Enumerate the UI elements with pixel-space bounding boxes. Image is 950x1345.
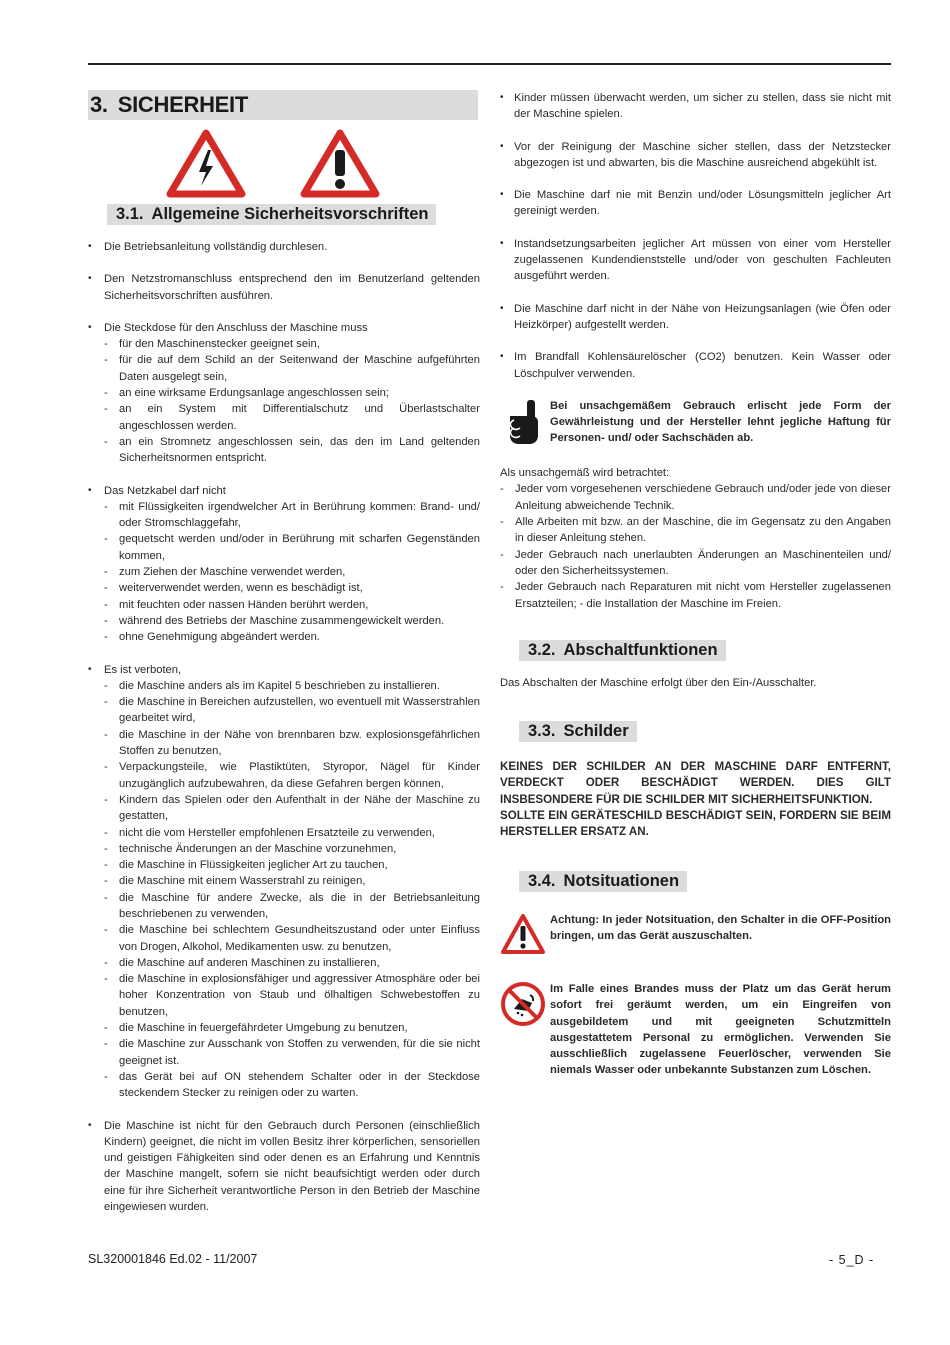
- dash-item: - die Maschine in feuergefährdeter Umgebung zu benutzen,: [104, 1020, 480, 1036]
- dash-list: [104, 336, 480, 466]
- subsection-heading-3-1: [107, 204, 436, 225]
- dash-item: - mit Flüssigkeiten irgendwelcher Art in Berührung kommen: Brand- und/ oder Stromschlaggefahr,: [104, 499, 480, 532]
- dash-item: - während des Betriebs der Maschine zusammengewickelt werden.: [104, 613, 480, 629]
- bullet-text: Im Brandfall Kohlensäurelöscher (CO2) benutzen. Kein Wasser oder Löschpulver verwenden.: [514, 351, 891, 380]
- dash-item: - zum Ziehen der Maschine verwendet werden,: [104, 564, 480, 580]
- dash-item: - die Maschine bei schlechtem Gesundheitszustand oder unter Einfluss von Drogen, Alkohol, Medikamenten usw. zu benutzen,: [104, 922, 480, 955]
- section-title: SICHERHEIT: [117, 92, 248, 117]
- list-item: [500, 349, 891, 382]
- fire-note: [500, 981, 891, 1079]
- bullet-text: Instandsetzungsarbeiten jeglicher Art müssen von einer vom Hersteller zugelassenen Kundendienststelle und/oder von geschulten Fachleuten ausgeführt werden.: [514, 237, 891, 283]
- bullet-text: Kinder müssen überwacht werden, um sicher zu stellen, dass sie nicht mit der Maschine spielen.: [514, 92, 891, 121]
- misuse-intro: Als unsachgemäß wird betrachtet:: [500, 467, 670, 480]
- subsection-number: 3.4.: [528, 871, 556, 890]
- bullet-intro: • Die Steckdose für den Anschluss der Maschine muss: [104, 321, 368, 334]
- dash-item: - das Gerät bei auf ON stehendem Schalter oder in der Steckdose steckendem Stecker zu reinigen oder zu warten.: [104, 1069, 480, 1102]
- dash-item: - für den Maschinenstecker geeignet sein,: [104, 336, 480, 352]
- bullet-text: Den Netzstromanschluss entsprechend den im Benutzerland geltenden Sicherheitsvorschriften ausführen.: [104, 273, 480, 302]
- subsection-heading-3-4: [519, 871, 687, 892]
- dash-item: - die Maschine für andere Zwecke, als die in der Betriebsanleitung beschriebenen zu verwenden,: [104, 890, 480, 923]
- dash-item: - die Maschine in Flüssigkeiten jeglicher Art zu tauchen,: [104, 857, 480, 873]
- subsection-heading-3-2: [519, 640, 726, 661]
- subsection-title: Abschaltfunktionen: [563, 640, 718, 659]
- dash-list: [104, 499, 480, 646]
- bullet-text: Die Maschine darf nie mit Benzin und/oder Lösungsmitteln jeglicher Art gereinigt werden.: [514, 189, 891, 218]
- dash-item: - an ein System mit Differentialschutz und Überlastschalter angeschlossen werden.: [104, 401, 480, 434]
- bullet-text: Die Betriebsanleitung vollständig durchlesen.: [104, 241, 328, 253]
- dash-item: - mit feuchten oder nassen Händen berührt werden,: [104, 597, 480, 613]
- list-item: [500, 187, 891, 220]
- dash-item: - ohne Genehmigung abgeändert werden.: [104, 629, 480, 645]
- bullet-text: Die Maschine ist nicht für den Gebrauch durch Personen (einschließlich Kindern) geeignet, die nicht im vollen Besitz ihrer körperlichen, sensoriellen und geistigen Fähigkeiten sind oder denen es an Erfahrung und Kenntnis der Maschine mangelt, sofern sie nicht beaufsichtigt werden oder durch eine für ihre Sicherheit verantwortliche Person in den Betrieb der Maschine eingewiesen wurden.: [104, 1119, 480, 1214]
- dash-list: [104, 678, 480, 1102]
- list-item: [500, 236, 891, 285]
- dash-item: - die Maschine anders als im Kapitel 5 beschrieben zu installieren.: [104, 678, 480, 694]
- list-item: [500, 139, 891, 172]
- subsection-heading-3-3: [519, 721, 637, 742]
- dash-item: - die Maschine in der Nähe von brennbaren bzw. explosionsgefährlichen Stoffen zu benutzen,: [104, 727, 480, 760]
- dash-item: - die Maschine in Bereichen aufzustellen, wo eventuell mit Wasserstrahlen gearbeitet wird,: [104, 694, 480, 727]
- bullet-text: Vor der Reinigung der Maschine sicher stellen, dass der Netzstecker abgezogen ist und abwarten, bis die Maschine ausreichend abgekühlt ist.: [514, 140, 891, 169]
- dash-item: - weiterverwendet werden, wenn es beschädigt ist,: [104, 580, 480, 596]
- right-column: [500, 90, 891, 1079]
- dash-item: - an eine wirksame Erdungsanlage angeschlossen sein;: [104, 385, 480, 401]
- dash-item: - Jeder Gebrauch nach Reparaturen mit nicht vom Hersteller zugelassenen Ersatzteilen; - die Installation der Maschine im Freien.: [500, 579, 891, 612]
- general-warning-icon: [300, 128, 380, 198]
- misuse-block: [500, 465, 891, 612]
- left-column: [88, 90, 480, 1215]
- subsection-number: 3.3.: [528, 722, 556, 741]
- dash-item: - die Maschine in explosionsfähiger und aggressiver Atmosphäre oder bei hoher Konzentration von Staub und ölhaltigen Schwebestoffen zu benutzen,: [104, 971, 480, 1020]
- list-item: [88, 320, 480, 467]
- list-item: [88, 239, 480, 255]
- dash-item: - Verpackungsteile, wie Plastiktüten, Styropor, Nägel für Kinder unzugänglich aufzubewahren, da diese Gefahren bergen können,: [104, 759, 480, 792]
- dash-item: - an ein Stromnetz angeschlossen sein, das den im Land geltenden Sicherheitsnormen entspricht.: [104, 434, 480, 467]
- dash-item: - für die auf dem Schild an der Seitenwand der Maschine aufgeführten Daten ausgelegt sein,: [104, 352, 480, 385]
- emergency-note-text: Achtung: In jeder Notsituation, den Schalter in die OFF-Position bringen, um das Gerät auszuschalten.: [550, 913, 891, 942]
- subsection-number: 3.1.: [116, 205, 144, 223]
- warning-icons: [88, 120, 480, 204]
- dash-item: - gequetscht werden und/oder in Berührung mit scharfen Gegenständen kommen,: [104, 531, 480, 564]
- bullet-intro: • Es ist verboten,: [104, 663, 182, 676]
- page-number: - 5_D -: [829, 1253, 875, 1267]
- list-item: [88, 483, 480, 646]
- section-heading: [88, 90, 478, 120]
- dash-item: - Alle Arbeiten mit bzw. an der Maschine, die im Gegensatz zu den Angaben in dieser Anleitung stehen.: [500, 514, 891, 547]
- dash-item: - die Maschine auf anderen Maschinen zu installieren,: [104, 955, 480, 971]
- pointing-hand-icon: [500, 398, 550, 451]
- list-item: [88, 1118, 480, 1216]
- bullet-text: Die Maschine darf nicht in der Nähe von Heizungsanlagen (wie Öfen oder Heizkörper) aufgestellt werden.: [514, 302, 891, 331]
- section-number: 3.: [90, 92, 108, 117]
- list-item: [88, 271, 480, 304]
- signs-replacement-text: SOLLTE EIN GERÄTESCHILD BESCHÄDIGT SEIN, FORDERN SIE BEIM HERSTELLER ERSATZ AN.: [500, 809, 891, 839]
- document-number: SL320001846 Ed.02 - 11/2007: [88, 1252, 258, 1266]
- dash-item: - die Maschine zur Ausschank von Stoffen zu verwenden, für die sie nicht geeignet ist.: [104, 1036, 480, 1069]
- list-item: [500, 301, 891, 334]
- dash-item: - die Maschine mit einem Wasserstrahl zu reinigen,: [104, 873, 480, 889]
- header-rule: [88, 63, 891, 65]
- subsection-title: Schilder: [563, 722, 629, 741]
- dash-list: [500, 481, 891, 611]
- subsection-title: Allgemeine Sicherheitsvorschriften: [151, 205, 429, 223]
- dash-item: - Jeder Gebrauch nach unerlaubten Änderungen an Maschinenteilen und/ oder den Sicherheitssystemen.: [500, 547, 891, 580]
- list-item: [88, 662, 480, 1102]
- signs-warning-text: KEINES DER SCHILDER AN DER MASCHINE DARF ENTFERNT, VERDECKT ODER BESCHÄDIGT WERDEN. DIES GILT INSBESONDERE FÜR DIE SCHILDER MIT SICHERHEITSFUNKTION.: [500, 760, 891, 806]
- electrical-hazard-icon: [166, 128, 246, 198]
- dash-item: - Kindern das Spielen oder den Aufenthalt in der Nähe der Maschine zu gestatten,: [104, 792, 480, 825]
- dash-item: - technische Änderungen an der Maschine vorzunehmen,: [104, 841, 480, 857]
- bullet-intro: • Das Netzkabel darf nicht: [104, 484, 226, 497]
- dash-item: - Jeder vom vorgesehenen verschiedene Gebrauch und/oder jede von dieser Anleitung abweichende Technik.: [500, 481, 891, 514]
- subsection-title: Notsituationen: [563, 871, 680, 890]
- warranty-note: [500, 398, 891, 451]
- no-water-extinguishing-icon: [500, 981, 550, 1032]
- fire-note-text: Im Falle eines Brandes muss der Platz um das Gerät herum sofort frei geräumt werden, um ein Eingreifen von ausgebildetem und mit geeigneten Schutzmitteln ausgestattetem Personal zu ermöglichen. Verwenden Sie ausschließlich zugelassene Feuerlöscher, verwenden Sie niemals Wasser oder unbekannte Substanzen zum Löschen.: [550, 982, 891, 1077]
- shutdown-text: Das Abschalten der Maschine erfolgt über den Ein-/Ausschalter.: [500, 676, 817, 689]
- emergency-note: [500, 912, 891, 961]
- subsection-number: 3.2.: [528, 640, 556, 659]
- dash-item: - nicht die vom Hersteller empfohlenen Ersatzteile zu verwenden,: [104, 825, 480, 841]
- general-warning-icon: [500, 912, 550, 961]
- warranty-note-text: Bei unsachgemäßem Gebrauch erlischt jede Form der Gewährleistung und der Hersteller lehnt jegliche Haftung für Personen- und/ oder Sachschäden ab.: [550, 399, 891, 445]
- list-item: [500, 90, 891, 123]
